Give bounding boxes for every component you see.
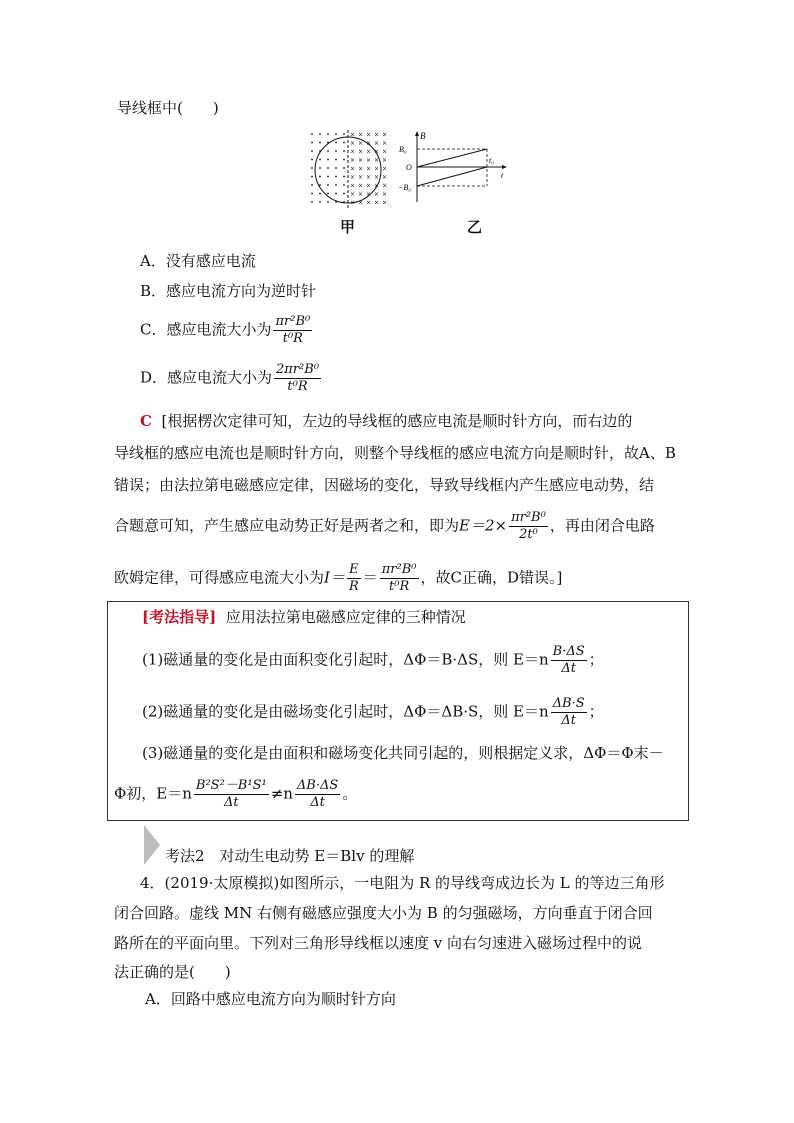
svg-text:×: × bbox=[366, 157, 372, 164]
answer-current-fraction: $\frac{\text{πr²B⁰}}{\text{t⁰R}}$ bbox=[381, 562, 417, 594]
svg-text:×: × bbox=[358, 148, 364, 156]
option-c-fraction: $\frac{\text{πr²B⁰}}{\text{t⁰R}}$ bbox=[275, 314, 311, 346]
svg-text:×: × bbox=[382, 157, 388, 164]
option-d-fraction: $\frac{\text{2πr²B⁰}}{\text{t⁰R}}$ bbox=[276, 362, 320, 394]
svg-text:×: × bbox=[374, 199, 380, 207]
svg-text:×: × bbox=[366, 140, 372, 147]
svg-text:×: × bbox=[366, 131, 372, 139]
figure-label-jia: 甲 bbox=[340, 218, 356, 236]
svg-text:×: × bbox=[350, 148, 356, 156]
svg-text:×: × bbox=[350, 191, 356, 198]
figure-b-t-graph bbox=[398, 130, 510, 205]
option-c: C．感应电流大小为 $\frac{\text{πr²B⁰}}{\text{t⁰R}}$ bbox=[140, 314, 311, 346]
answer-letter: C bbox=[140, 412, 152, 430]
guide-item-2: (2)磁通量的变化是由磁场变化引起时，ΔΦ＝ΔB·S，则 E＝n $\frac{\Delta B\cdot S}{\Delta t}$ ； bbox=[142, 696, 604, 728]
question-stem-end: 导线框中( ) bbox=[117, 99, 219, 117]
guide-tag: [考法指导] bbox=[142, 608, 217, 626]
svg-text:×: × bbox=[382, 191, 388, 198]
svg-text:×: × bbox=[366, 182, 372, 190]
svg-text:×: × bbox=[374, 157, 380, 164]
graph-tick-neg-b0: −B₀ bbox=[398, 183, 412, 192]
guide-title-line bbox=[142, 606, 466, 628]
svg-text:×: × bbox=[358, 157, 364, 164]
svg-text:×: × bbox=[382, 199, 388, 207]
section-title: 考法2 对动生电动势 E＝Blv 的理解 bbox=[165, 847, 415, 865]
answer-line-3: 错误；由法拉第电磁感应定律，因磁场的变化，导致导线框内产生感应电动势，结 bbox=[114, 476, 655, 494]
svg-text:×: × bbox=[374, 182, 380, 190]
figure-label-yi: 乙 bbox=[467, 218, 483, 236]
svg-text:×: × bbox=[366, 148, 372, 156]
q4-option-a: A．回路中感应电流方向为顺时针方向 bbox=[145, 990, 396, 1008]
svg-text:×: × bbox=[358, 131, 364, 139]
graph-axis-b: B bbox=[420, 131, 426, 141]
q4-line-2: 闭合回路。虚线 MN 右侧有磁感应强度大小为 B 的匀强磁场，方向垂直于闭合回 bbox=[114, 904, 653, 922]
svg-text:×: × bbox=[350, 157, 356, 164]
svg-text:×: × bbox=[358, 191, 364, 198]
svg-text:×: × bbox=[382, 182, 388, 190]
svg-text:×: × bbox=[374, 148, 380, 156]
svg-text:×: × bbox=[374, 131, 380, 139]
svg-text:×: × bbox=[382, 140, 388, 147]
svg-text:×: × bbox=[358, 140, 364, 147]
svg-text:×: × bbox=[350, 165, 356, 173]
svg-text:×: × bbox=[366, 174, 372, 181]
svg-text:×: × bbox=[366, 199, 372, 207]
option-a: A．没有感应电流 bbox=[140, 252, 256, 270]
svg-text:×: × bbox=[374, 140, 380, 147]
svg-text:×: × bbox=[366, 165, 372, 173]
q4-line-3: 路所在的平面向里。下列对三角形导线框以速度 v 向右匀速进入磁场过程中的说 bbox=[114, 934, 643, 952]
svg-text:×: × bbox=[382, 131, 388, 139]
svg-text:×: × bbox=[366, 191, 372, 198]
svg-text:×: × bbox=[374, 174, 380, 181]
svg-text:×: × bbox=[374, 191, 380, 198]
section-arrow-icon bbox=[144, 825, 160, 865]
svg-text:×: × bbox=[350, 182, 356, 190]
figure-magnetic-field bbox=[308, 130, 388, 210]
svg-text:×: × bbox=[374, 165, 380, 173]
option-b: B．感应电流方向为逆时针 bbox=[140, 282, 317, 300]
graph-axis-t: t bbox=[501, 171, 504, 180]
q4-line-4: 法正确的是( ) bbox=[114, 963, 231, 981]
graph-tick-t0: t₀ bbox=[489, 156, 495, 165]
answer-line-1: C [根据楞次定律可知，左边的导线框的感应电流是顺时针方向，而右边的 bbox=[140, 412, 633, 430]
answer-line-4: 合题意可知，产生感应电动势正好是两者之和，即为E＝2× $\frac{\text{πr²B⁰}}{\text{2t⁰}}$ ，再由闭合电路 bbox=[114, 510, 655, 542]
svg-text:×: × bbox=[382, 165, 388, 173]
graph-tick-o: O bbox=[406, 163, 412, 172]
answer-line-5: 欧姆定律，可得感应电流大小为I＝ $\frac{E}{R}$ ＝ $\frac{\text{πr²B⁰}}{\text{t⁰R}}$ ，故C正确，D错误。] bbox=[114, 562, 563, 594]
svg-text:×: × bbox=[358, 174, 364, 181]
answer-emf-fraction: $\frac{\text{πr²B⁰}}{\text{2t⁰}}$ bbox=[511, 510, 546, 542]
guide-title: 应用法拉第电磁感应定律的三种情况 bbox=[225, 608, 466, 626]
option-d: D．感应电流大小为 $\frac{\text{2πr²B⁰}}{\text{t⁰R}}$ bbox=[140, 362, 320, 394]
answer-line-2: 导线框的感应电流也是顺时针方向，则整个导线框的感应电流方向是顺时针，故A、B bbox=[114, 444, 676, 462]
guide-item-3-line-1: (3)磁通量的变化是由面积和磁场变化共同引起的，则根据定义求，ΔΦ＝Φ末－ bbox=[142, 744, 664, 762]
svg-text:×: × bbox=[358, 199, 364, 207]
svg-text:×: × bbox=[358, 182, 364, 190]
q4-line-1: 4．(2019·太原模拟)如图所示，一电阻为 R 的导线弯成边长为 L 的等边三角形 bbox=[140, 874, 665, 892]
graph-tick-b0: B₀ bbox=[399, 145, 407, 154]
svg-text:×: × bbox=[350, 174, 356, 181]
guide-item-3-line-2: Φ初，E＝n $\frac{\text{B²S²－B¹S¹}}{\Delta t}$ ≠n $\frac{\Delta B\cdot\Delta S}{\Delta t}$ 。 bbox=[114, 778, 358, 810]
svg-text:×: × bbox=[350, 199, 356, 207]
svg-text:×: × bbox=[358, 165, 364, 173]
guide-item-1: (1)磁通量的变化是由面积变化引起时，ΔΦ＝B·ΔS，则 E＝n $\frac{B\cdot\Delta S}{\Delta t}$ ； bbox=[142, 644, 604, 676]
svg-text:×: × bbox=[382, 174, 388, 181]
svg-text:×: × bbox=[350, 140, 356, 147]
svg-text:×: × bbox=[382, 148, 388, 156]
svg-text:×: × bbox=[350, 131, 356, 139]
